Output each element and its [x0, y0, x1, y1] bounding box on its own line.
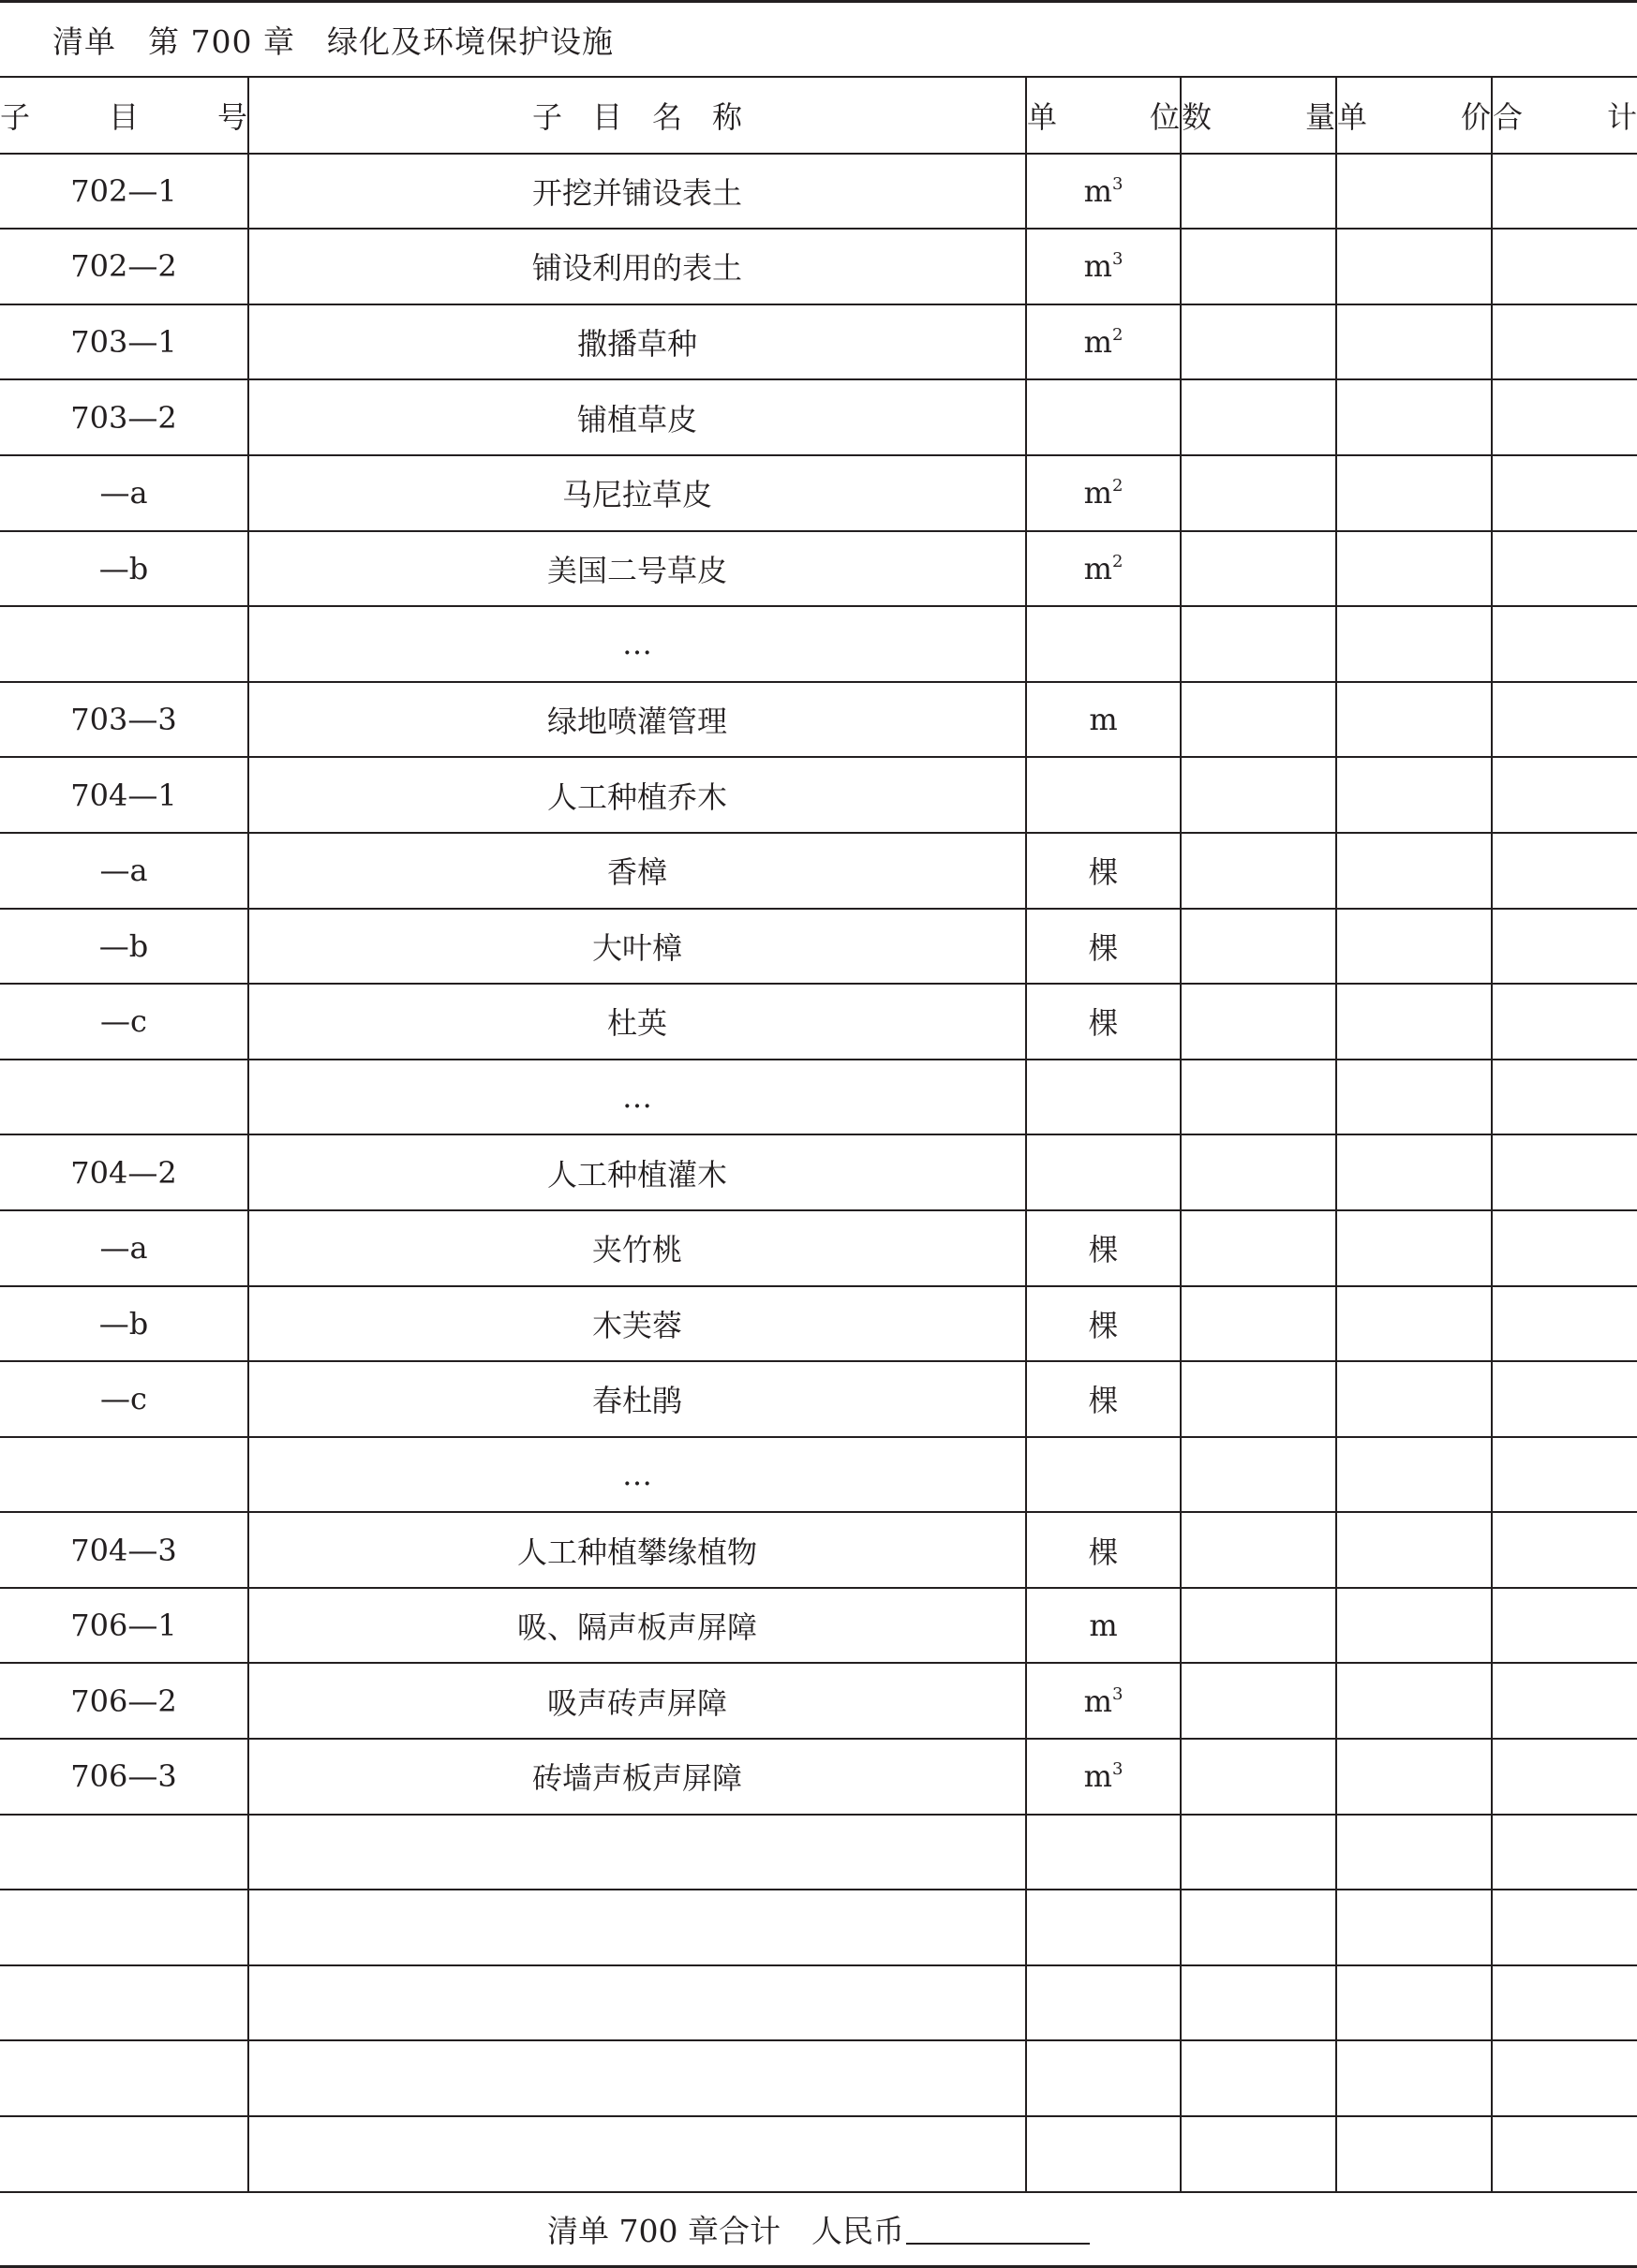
- unit-symbol: m: [1083, 324, 1112, 361]
- table-row: [0, 1815, 1637, 1890]
- unit-exponent: 3: [1111, 1683, 1124, 1704]
- item-code: [0, 1815, 248, 1890]
- item-total: [1492, 1060, 1637, 1135]
- unit-symbol: m: [1083, 248, 1112, 285]
- unit-exponent: 3: [1111, 173, 1124, 194]
- item-name: …: [248, 1060, 1026, 1135]
- item-quantity: [1181, 984, 1336, 1060]
- item-code: 704—2: [0, 1134, 248, 1210]
- item-quantity: [1181, 1512, 1336, 1588]
- item-total: [1492, 682, 1637, 758]
- header-price: 单 价: [1336, 78, 1492, 154]
- header-name: 子 目 名 称: [248, 78, 1026, 154]
- item-code: 704—1: [0, 757, 248, 833]
- item-unit: [1026, 2116, 1181, 2192]
- item-total: [1492, 606, 1637, 682]
- table-row: [0, 531, 1637, 607]
- item-total: [1492, 909, 1637, 985]
- item-unit: [1026, 1134, 1181, 1210]
- item-quantity: [1181, 1965, 1336, 2041]
- item-code: [0, 2040, 248, 2116]
- unit-exponent: 3: [1111, 1759, 1124, 1780]
- item-total: [1492, 2040, 1637, 2116]
- item-unit: [1026, 833, 1181, 909]
- item-name: 马尼拉草皮: [248, 455, 1026, 531]
- item-code: —c: [0, 984, 248, 1060]
- item-price: [1336, 1437, 1492, 1513]
- item-total: [1492, 1815, 1637, 1890]
- item-price: [1336, 1965, 1492, 2041]
- item-unit: [1026, 984, 1181, 1060]
- item-total: [1492, 1739, 1637, 1815]
- item-unit: [1026, 154, 1181, 230]
- item-price: [1336, 1739, 1492, 1815]
- header-total: 合 计: [1492, 78, 1637, 154]
- item-code: 706—1: [0, 1588, 248, 1664]
- table-row: [0, 682, 1637, 758]
- item-code: —a: [0, 833, 248, 909]
- item-total: [1492, 531, 1637, 607]
- item-name: 吸、隔声板声屏障: [248, 1588, 1026, 1664]
- item-code: 706—2: [0, 1663, 248, 1739]
- item-quantity: [1181, 682, 1336, 758]
- item-unit: [1026, 606, 1181, 682]
- item-total: [1492, 1512, 1637, 1588]
- item-total: [1492, 1588, 1637, 1664]
- item-name: …: [248, 1437, 1026, 1513]
- item-unit: [1026, 455, 1181, 531]
- item-unit: [1026, 1588, 1181, 1664]
- item-code: [0, 1437, 248, 1513]
- header-row: [0, 78, 1637, 154]
- item-price: [1336, 1512, 1492, 1588]
- table-row: [0, 1890, 1637, 1965]
- item-price: [1336, 1663, 1492, 1739]
- item-name: 夹竹桃: [248, 1210, 1026, 1286]
- item-code: 702—2: [0, 229, 248, 304]
- item-total: [1492, 1965, 1637, 2041]
- item-code: —c: [0, 1361, 248, 1437]
- header-unit: 单 位: [1026, 78, 1181, 154]
- item-quantity: [1181, 531, 1336, 607]
- item-name: [248, 2040, 1026, 2116]
- table-row: [0, 1361, 1637, 1437]
- table-row: [0, 1286, 1637, 1362]
- unit-exponent: 3: [1111, 249, 1124, 270]
- unit-symbol: 棵: [1088, 1232, 1119, 1268]
- item-quantity: [1181, 304, 1336, 380]
- item-price: [1336, 1890, 1492, 1965]
- item-name: 铺植草皮: [248, 379, 1026, 455]
- unit-symbol: m: [1083, 550, 1112, 586]
- item-price: [1336, 455, 1492, 531]
- item-quantity: [1181, 2040, 1336, 2116]
- table-row: [0, 2116, 1637, 2192]
- item-quantity: [1181, 1437, 1336, 1513]
- table-row: [0, 229, 1637, 304]
- unit-symbol: 棵: [1088, 1534, 1119, 1570]
- unit-symbol: 棵: [1088, 1307, 1119, 1343]
- item-quantity: [1181, 909, 1336, 985]
- table-row: [0, 1134, 1637, 1210]
- item-unit: [1026, 682, 1181, 758]
- item-unit: [1026, 229, 1181, 304]
- item-price: [1336, 154, 1492, 230]
- item-price: [1336, 1588, 1492, 1664]
- item-price: [1336, 984, 1492, 1060]
- unit-exponent: 2: [1111, 476, 1124, 497]
- item-price: [1336, 229, 1492, 304]
- item-price: [1336, 757, 1492, 833]
- item-quantity: [1181, 1588, 1336, 1664]
- item-total: [1492, 1134, 1637, 1210]
- item-unit: [1026, 1890, 1181, 1965]
- item-unit: [1026, 1286, 1181, 1362]
- item-total: [1492, 833, 1637, 909]
- item-price: [1336, 1060, 1492, 1135]
- unit-symbol: m: [1089, 702, 1118, 738]
- item-quantity: [1181, 1134, 1336, 1210]
- unit-symbol: m: [1083, 1682, 1112, 1719]
- unit-symbol: m: [1083, 1758, 1112, 1795]
- item-unit: [1026, 1060, 1181, 1135]
- unit-exponent: 2: [1111, 325, 1124, 346]
- item-name: 撒播草种: [248, 304, 1026, 380]
- table-row: [0, 1739, 1637, 1815]
- table-row: [0, 1060, 1637, 1135]
- table-row: [0, 1437, 1637, 1513]
- item-name: 绿地喷灌管理: [248, 682, 1026, 758]
- item-code: [0, 1965, 248, 2041]
- item-code: 702—1: [0, 154, 248, 230]
- table-row: [0, 757, 1637, 833]
- item-name: [248, 2116, 1026, 2192]
- item-quantity: [1181, 229, 1336, 304]
- item-quantity: [1181, 379, 1336, 455]
- table-row: [0, 1663, 1637, 1739]
- item-price: [1336, 682, 1492, 758]
- item-total: [1492, 757, 1637, 833]
- unit-symbol: m: [1083, 172, 1112, 209]
- item-quantity: [1181, 1890, 1336, 1965]
- table-row: [0, 909, 1637, 985]
- item-code: 703—2: [0, 379, 248, 455]
- item-name: 人工种植灌木: [248, 1134, 1026, 1210]
- item-total: [1492, 1286, 1637, 1362]
- item-unit: [1026, 1965, 1181, 2041]
- item-total: [1492, 984, 1637, 1060]
- item-price: [1336, 1815, 1492, 1890]
- item-total: [1492, 455, 1637, 531]
- table-row: [0, 1965, 1637, 2041]
- item-code: 703—3: [0, 682, 248, 758]
- item-code: 704—3: [0, 1512, 248, 1588]
- item-quantity: [1181, 1739, 1336, 1815]
- item-price: [1336, 2116, 1492, 2192]
- item-price: [1336, 909, 1492, 985]
- item-name: [248, 1890, 1026, 1965]
- item-name: 人工种植乔木: [248, 757, 1026, 833]
- item-unit: [1026, 531, 1181, 607]
- item-total: [1492, 1210, 1637, 1286]
- item-name: 春杜鹃: [248, 1361, 1026, 1437]
- item-code: —b: [0, 531, 248, 607]
- item-quantity: [1181, 1815, 1336, 1890]
- unit-symbol: 棵: [1088, 1005, 1119, 1042]
- item-price: [1336, 531, 1492, 607]
- item-code: —b: [0, 1286, 248, 1362]
- item-quantity: [1181, 606, 1336, 682]
- footer-total: [0, 2193, 1637, 2266]
- item-name: 砖墙声板声屏障: [248, 1739, 1026, 1815]
- item-code: —a: [0, 455, 248, 531]
- item-unit: [1026, 1512, 1181, 1588]
- item-name: …: [248, 606, 1026, 682]
- item-quantity: [1181, 1286, 1336, 1362]
- item-price: [1336, 833, 1492, 909]
- item-unit: [1026, 909, 1181, 985]
- item-total: [1492, 2116, 1637, 2192]
- bill-body: [0, 154, 1637, 2192]
- item-code: 703—1: [0, 304, 248, 380]
- item-name: 杜英: [248, 984, 1026, 1060]
- item-total: [1492, 1361, 1637, 1437]
- item-quantity: [1181, 1663, 1336, 1739]
- item-unit: [1026, 1437, 1181, 1513]
- item-name: 美国二号草皮: [248, 531, 1026, 607]
- unit-symbol: m: [1089, 1608, 1118, 1644]
- item-unit: [1026, 1210, 1181, 1286]
- item-unit: [1026, 1739, 1181, 1815]
- table-row: [0, 455, 1637, 531]
- header-code: 子 目 号: [0, 78, 248, 154]
- item-total: [1492, 229, 1637, 304]
- unit-symbol: 棵: [1088, 854, 1119, 891]
- item-quantity: [1181, 1060, 1336, 1135]
- item-total: [1492, 304, 1637, 380]
- footer-label: 清单 700 章合计 人民币: [547, 2213, 904, 2250]
- item-name: 木芙蓉: [248, 1286, 1026, 1362]
- item-code: —a: [0, 1210, 248, 1286]
- item-quantity: [1181, 455, 1336, 531]
- table-row: [0, 1588, 1637, 1664]
- item-price: [1336, 379, 1492, 455]
- item-price: [1336, 304, 1492, 380]
- table-row: [0, 606, 1637, 682]
- item-name: 香樟: [248, 833, 1026, 909]
- item-code: —b: [0, 909, 248, 985]
- item-total: [1492, 1437, 1637, 1513]
- item-price: [1336, 1286, 1492, 1362]
- header-quantity: 数 量: [1181, 78, 1336, 154]
- unit-symbol: 棵: [1088, 1383, 1119, 1419]
- item-total: [1492, 379, 1637, 455]
- page-title: 清单 第 700 章 绿化及环境保护设施: [0, 3, 1637, 78]
- item-code: [0, 2116, 248, 2192]
- item-code: [0, 1060, 248, 1135]
- item-total: [1492, 154, 1637, 230]
- item-total: [1492, 1890, 1637, 1965]
- item-unit: [1026, 379, 1181, 455]
- item-price: [1336, 2040, 1492, 2116]
- item-quantity: [1181, 1361, 1336, 1437]
- table-row: [0, 379, 1637, 455]
- item-quantity: [1181, 833, 1336, 909]
- item-total: [1492, 1663, 1637, 1739]
- unit-symbol: m: [1083, 475, 1112, 511]
- item-unit: [1026, 1815, 1181, 1890]
- item-name: 吸声砖声屏障: [248, 1663, 1026, 1739]
- table-row: [0, 1210, 1637, 1286]
- table-row: [0, 1512, 1637, 1588]
- item-price: [1336, 1210, 1492, 1286]
- item-quantity: [1181, 2116, 1336, 2192]
- table-row: [0, 833, 1637, 909]
- item-code: [0, 606, 248, 682]
- item-name: [248, 1965, 1026, 2041]
- item-unit: [1026, 1361, 1181, 1437]
- item-price: [1336, 1134, 1492, 1210]
- item-quantity: [1181, 757, 1336, 833]
- item-name: 人工种植攀缘植物: [248, 1512, 1026, 1588]
- item-name: [248, 1815, 1026, 1890]
- table-row: [0, 2040, 1637, 2116]
- amount-blank: [906, 2215, 1090, 2245]
- table-row: [0, 304, 1637, 380]
- item-unit: [1026, 304, 1181, 380]
- item-quantity: [1181, 154, 1336, 230]
- item-price: [1336, 1361, 1492, 1437]
- item-unit: [1026, 1663, 1181, 1739]
- item-name: 开挖并铺设表土: [248, 154, 1026, 230]
- table-row: [0, 154, 1637, 230]
- item-code: 706—3: [0, 1739, 248, 1815]
- unit-symbol: 棵: [1088, 929, 1119, 966]
- unit-exponent: 2: [1111, 551, 1124, 571]
- item-code: [0, 1890, 248, 1965]
- item-name: 大叶樟: [248, 909, 1026, 985]
- item-name: 铺设利用的表土: [248, 229, 1026, 304]
- table-row: [0, 984, 1637, 1060]
- item-unit: [1026, 757, 1181, 833]
- item-price: [1336, 606, 1492, 682]
- bill-table: [0, 78, 1637, 2193]
- item-unit: [1026, 2040, 1181, 2116]
- item-quantity: [1181, 1210, 1336, 1286]
